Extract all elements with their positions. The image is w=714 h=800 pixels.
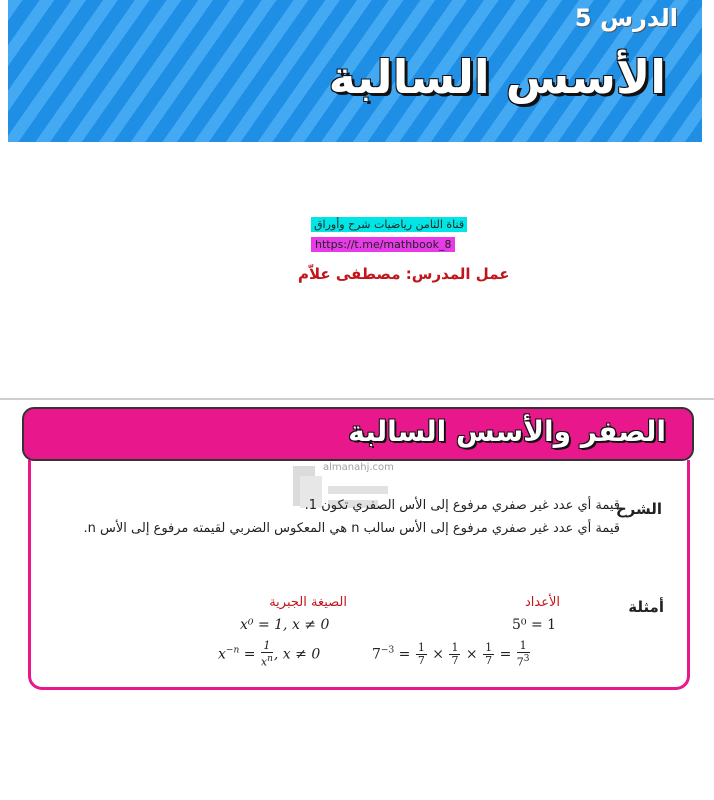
numbers-example-2: $7^{-3}$ = $\frac{1}{7}$ × $\frac{1}{7}$ × $\frac{1}{7}$ = $\frac{1}{7^3}$ (372, 639, 530, 669)
section-header (22, 407, 694, 461)
watermark-text: almanahj.com (323, 462, 394, 473)
page-divider (0, 398, 714, 400)
algebra-example-2-condition: , x ≠ 0 (273, 646, 321, 663)
lesson-title: الأسس السالبة (328, 50, 666, 104)
channel-link[interactable]: https://t.me/mathbook_8 (311, 237, 455, 252)
section-title: الصفر والأسس السالبة (348, 415, 666, 448)
explanation-label: الشرح (615, 500, 662, 518)
teacher-label: عمل المدرس: (405, 265, 510, 283)
lesson-number: الدرس 5 (574, 4, 678, 32)
channel-name: قناة الثامن رياضيات شرح وأوراق (311, 217, 467, 232)
examples-label: أمثلة (628, 598, 664, 616)
explanation-text (40, 494, 620, 540)
algebra-example-2: $x^{-n}$ = $\frac{1}{x^n}$ , x ≠ 0 (218, 639, 321, 669)
teacher-name: مصطفى علاّم (298, 265, 401, 283)
numbers-header: الأعداد (524, 595, 560, 610)
explanation-line-2: قيمة أي عدد غير صفري مرفوع إلى الأس سالب n هي المعكوس الضربي لقيمته مرفوع إلى الأس n. (83, 521, 620, 536)
lesson-banner (8, 0, 702, 142)
algebra-example-1: x⁰ = 1, x ≠ 0 (240, 617, 330, 633)
teacher-credit (298, 265, 510, 283)
algebra-header: الصيغة الجبرية (269, 595, 347, 610)
numbers-example-1: 5⁰ = 1 (512, 617, 557, 633)
explanation-line-1: قيمة أي عدد غير صفري مرفوع إلى الأس الصفري تكون 1. (304, 498, 620, 513)
